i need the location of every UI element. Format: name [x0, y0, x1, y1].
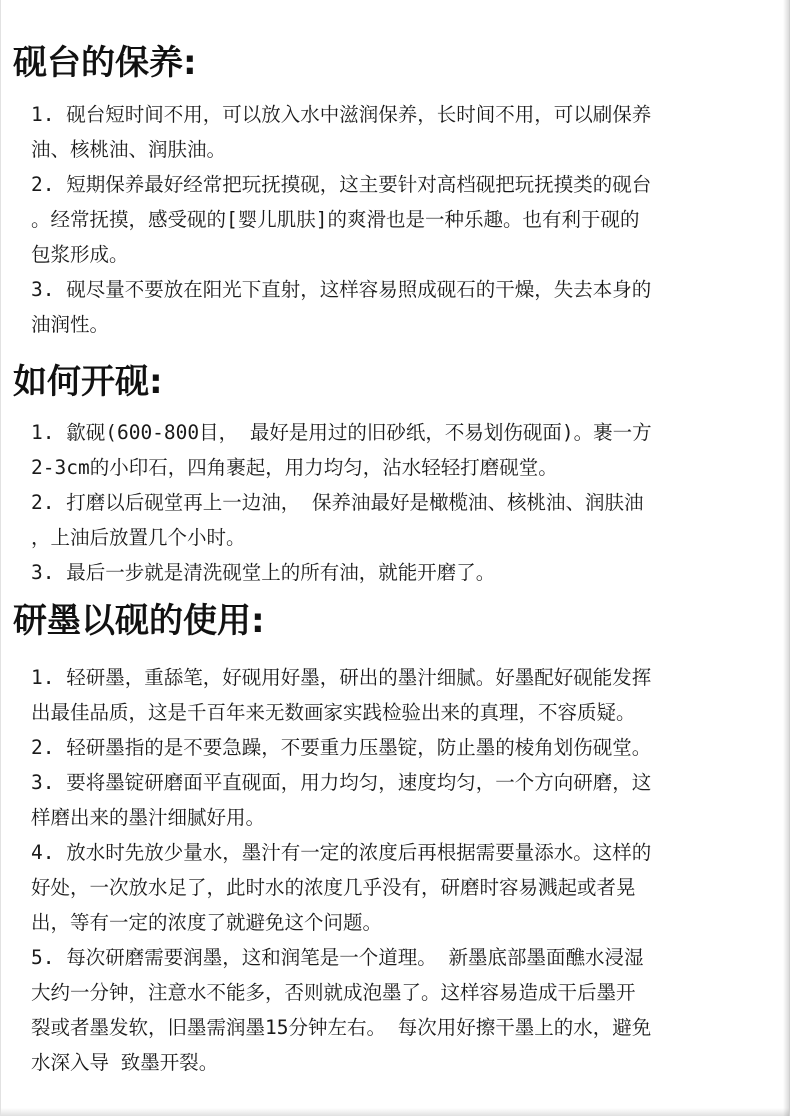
section-heading: 研墨以砚的使用:	[13, 601, 265, 641]
text-line: 1. 歙砚(600-800目， 最好是用过的旧砂纸，不易划伤砚面)。裹一方	[31, 421, 652, 444]
text-line: 2. 轻研墨指的是不要急躁，不要重力压墨锭，防止墨的棱角划伤砚堂。	[31, 736, 652, 759]
text-line: 样磨出来的墨汁细腻好用。	[31, 806, 266, 829]
text-line: 4. 放水时先放少量水，墨汁有一定的浓度后再根据需要量添水。这样的	[31, 841, 652, 864]
text-line: 。经常抚摸，感受砚的[婴儿肌肤]的爽滑也是一种乐趣。也有利于砚的	[31, 208, 640, 231]
text-line: 3. 砚尽量不要放在阳光下直射，这样容易照成砚石的干燥，失去本身的	[31, 278, 652, 301]
grinding-list	[31, 660, 761, 1080]
care-list	[31, 97, 761, 342]
list-item	[31, 555, 761, 590]
text-line: 2. 打磨以后砚堂再上一边油， 保养油最好是橄榄油、核桃油、润肤油	[31, 491, 644, 514]
text-line: 油、核桃油、润肤油。	[31, 138, 227, 161]
text-line: 3. 最后一步就是清洗砚堂上的所有油，就能开磨了。	[31, 561, 496, 584]
text-line: 出最佳品质，这是千百年来无数画家实践检验出来的真理，不容质疑。	[31, 701, 636, 724]
text-line: 1. 轻研墨，重舔笔，好砚用好墨，研出的墨汁细腻。好墨配好砚能发挥	[31, 666, 652, 689]
list-item	[31, 765, 761, 835]
page-edge-shadow	[783, 0, 789, 1116]
list-item	[31, 272, 761, 342]
list-item	[31, 485, 761, 555]
opening-list	[31, 415, 761, 590]
text-line: 水深入导 致墨开裂。	[31, 1051, 219, 1074]
text-line: 1. 砚台短时间不用，可以放入水中滋润保养，长时间不用，可以刷保养	[31, 103, 652, 126]
section-heading: 如何开砚:	[13, 362, 163, 402]
list-item	[31, 97, 761, 167]
text-line: 大约一分钟，注意水不能多，否则就成泡墨了。这样容易造成干后墨开	[31, 981, 636, 1004]
section-heading: 砚台的保养:	[13, 43, 197, 83]
text-line: 2. 短期保养最好经常把玩抚摸砚，这主要针对高档砚把玩抚摸类的砚台	[31, 173, 652, 196]
list-item	[31, 940, 761, 1080]
list-item	[31, 415, 761, 485]
list-item	[31, 167, 761, 272]
list-item	[31, 835, 761, 940]
text-line: 出，等有一定的浓度了就避免这个问题。	[31, 911, 383, 934]
text-line: 好处，一次放水足了，此时水的浓度几乎没有，研磨时容易溅起或者晃	[31, 876, 636, 899]
list-item	[31, 730, 761, 765]
page-bottom-shadow	[1, 1108, 790, 1116]
text-line: 3. 要将墨锭研磨面平直砚面，用力均匀，速度均匀，一个方向研磨，这	[31, 771, 652, 794]
text-line: 包浆形成。	[31, 243, 129, 266]
text-line: 2-3cm的小印石，四角裹起，用力均匀，沾水轻轻打磨砚堂。	[31, 456, 558, 479]
text-line: 油润性。	[31, 313, 110, 336]
text-line: 5. 每次研磨需要润墨，这和润笔是一个道理。 新墨底部墨面醮水浸湿	[31, 946, 644, 969]
list-item	[31, 660, 761, 730]
text-line: 裂或者墨发软，旧墨需润墨15分钟左右。 每次用好擦干墨上的水，避免	[31, 1016, 652, 1039]
text-line: ，上油后放置几个小时。	[31, 526, 246, 549]
